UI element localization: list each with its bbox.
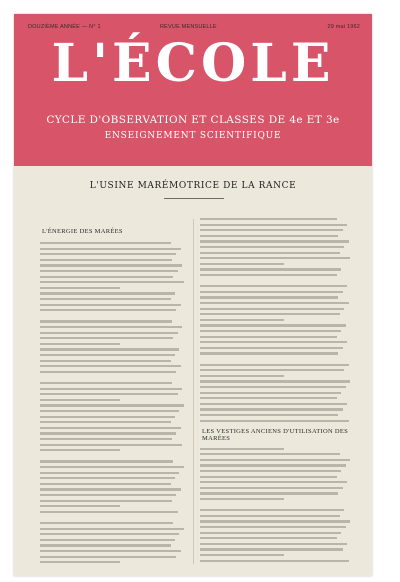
body-text-line — [40, 438, 172, 440]
body-text-line — [200, 324, 346, 326]
body-text-line — [40, 561, 120, 563]
body-text-line — [200, 403, 347, 405]
body-text-line — [40, 421, 171, 423]
body-text-line — [200, 347, 343, 349]
body-text-line — [40, 281, 184, 283]
body-text-line — [40, 360, 171, 362]
body-text-line — [200, 515, 340, 517]
body-text-line — [200, 476, 337, 478]
body-text-line — [40, 511, 178, 513]
body-text-line — [200, 268, 341, 270]
body-text-line — [40, 248, 181, 250]
body-text-line — [40, 432, 176, 434]
body-text-line — [40, 365, 181, 367]
body-text-line — [200, 560, 349, 562]
body-text-line — [40, 287, 120, 289]
body-text-line — [200, 543, 347, 545]
body-text-line — [40, 466, 184, 468]
body-text-line — [200, 481, 347, 483]
magazine-title: L'ÉCOLE — [51, 33, 335, 94]
body-text-line — [40, 522, 173, 524]
body-text-line — [40, 460, 173, 462]
body-text-line — [40, 556, 176, 558]
body-text-line — [200, 330, 341, 332]
body-text-line — [40, 444, 182, 446]
body-text-line — [40, 416, 175, 418]
body-text-line — [40, 528, 184, 530]
body-text-line — [40, 253, 176, 255]
issue-number: DOUZIÈME ANNÉE — N° 1 — [28, 24, 101, 30]
body-text-line — [40, 354, 175, 356]
body-text-line — [200, 302, 349, 304]
body-text-line — [200, 470, 341, 472]
body-text-line — [200, 554, 284, 556]
body-text-line — [200, 229, 343, 231]
body-text-line — [200, 526, 346, 528]
body-text-line — [200, 341, 347, 343]
body-text-line — [40, 276, 173, 278]
body-text-line — [40, 382, 172, 384]
body-text-line — [40, 242, 171, 244]
body-text-line — [200, 375, 284, 377]
body-text-line — [40, 539, 175, 541]
body-text-line — [200, 246, 344, 248]
body-text-line — [40, 337, 173, 339]
body-text-line — [200, 263, 284, 265]
body-text-line — [40, 505, 120, 507]
column-divider — [193, 219, 194, 564]
body-text-line — [200, 459, 350, 461]
title-rule — [164, 198, 224, 199]
body-text-line — [200, 285, 347, 287]
body-text-line — [200, 498, 284, 500]
section-heading-ancient-uses: LES VESTIGES ANCIENS D'UTILISATION DES MARÉES — [202, 428, 349, 442]
body-text-line — [200, 548, 343, 550]
body-text-line — [200, 240, 349, 242]
body-text-line — [200, 313, 340, 315]
body-text-line — [40, 550, 181, 552]
body-text-line — [200, 492, 338, 494]
body-text-line — [40, 292, 175, 294]
body-text-line — [40, 326, 182, 328]
body-text-line — [40, 410, 179, 412]
body-text-line — [200, 224, 347, 226]
article-title: L'USINE MARÉMOTRICE DE LA RANCE — [89, 181, 297, 191]
body-text-line — [200, 257, 350, 259]
body-text-line — [200, 274, 337, 276]
body-text-line — [200, 520, 350, 522]
body-text-line — [200, 336, 337, 338]
body-text-line — [200, 537, 337, 539]
body-text-line — [200, 464, 346, 466]
body-text-line — [40, 298, 171, 300]
body-text-line — [40, 332, 178, 334]
body-text-line — [40, 320, 172, 322]
body-text-line — [200, 397, 337, 399]
body-text-line — [40, 494, 176, 496]
body-text-line — [200, 252, 340, 254]
body-text-line — [200, 319, 284, 321]
body-text-line — [40, 393, 178, 395]
magazine-subtitle-2: ENSEIGNEMENT SCIENTIFIQUE — [104, 131, 282, 141]
body-text-line — [40, 304, 181, 306]
body-text-line — [40, 500, 172, 502]
body-text-line — [40, 488, 181, 490]
body-text-line — [40, 270, 178, 272]
body-text-line — [200, 392, 341, 394]
periodicity: REVUE MENSUELLE — [160, 24, 217, 30]
body-text-line — [200, 296, 338, 298]
body-text-line — [200, 380, 350, 382]
body-text-line — [200, 352, 338, 354]
body-text-line — [40, 399, 120, 401]
body-text-line — [200, 487, 343, 489]
body-text-line — [200, 509, 344, 511]
body-text-line — [200, 364, 349, 366]
body-text-line — [200, 386, 346, 388]
body-text-line — [40, 259, 172, 261]
body-text-line — [200, 369, 344, 371]
body-text-line — [200, 453, 340, 455]
body-text-line — [40, 483, 171, 485]
issue-meta-bar — [28, 24, 360, 33]
body-text-line — [40, 449, 120, 451]
body-text-line — [200, 291, 343, 293]
body-text-line — [40, 309, 176, 311]
issue-date: 29 mai 1962 — [327, 24, 360, 30]
body-text-line — [200, 408, 343, 410]
body-text-line — [40, 477, 175, 479]
body-text-line — [40, 427, 181, 429]
body-text-line — [40, 404, 184, 406]
body-text-line — [200, 235, 338, 237]
body-text-line — [200, 532, 341, 534]
body-text-line — [200, 308, 344, 310]
body-text-line — [40, 348, 179, 350]
body-text-line — [40, 533, 179, 535]
body-text-line — [40, 264, 182, 266]
section-heading-tidal-energy: L'ÉNERGIE DES MARÉES — [42, 228, 123, 235]
body-text-line — [200, 448, 284, 450]
magazine-cover — [14, 14, 372, 576]
magazine-subtitle: CYCLE D'OBSERVATION ET CLASSES DE 4e ET 3e — [46, 114, 340, 126]
body-text-line — [40, 343, 120, 345]
masthead — [14, 14, 372, 166]
body-text-line — [40, 544, 171, 546]
body-text-line — [200, 414, 338, 416]
body-text-line — [40, 371, 176, 373]
body-text-line — [40, 388, 182, 390]
body-text-line — [200, 420, 349, 422]
body-text-line — [40, 472, 179, 474]
body-text-line — [200, 218, 337, 220]
